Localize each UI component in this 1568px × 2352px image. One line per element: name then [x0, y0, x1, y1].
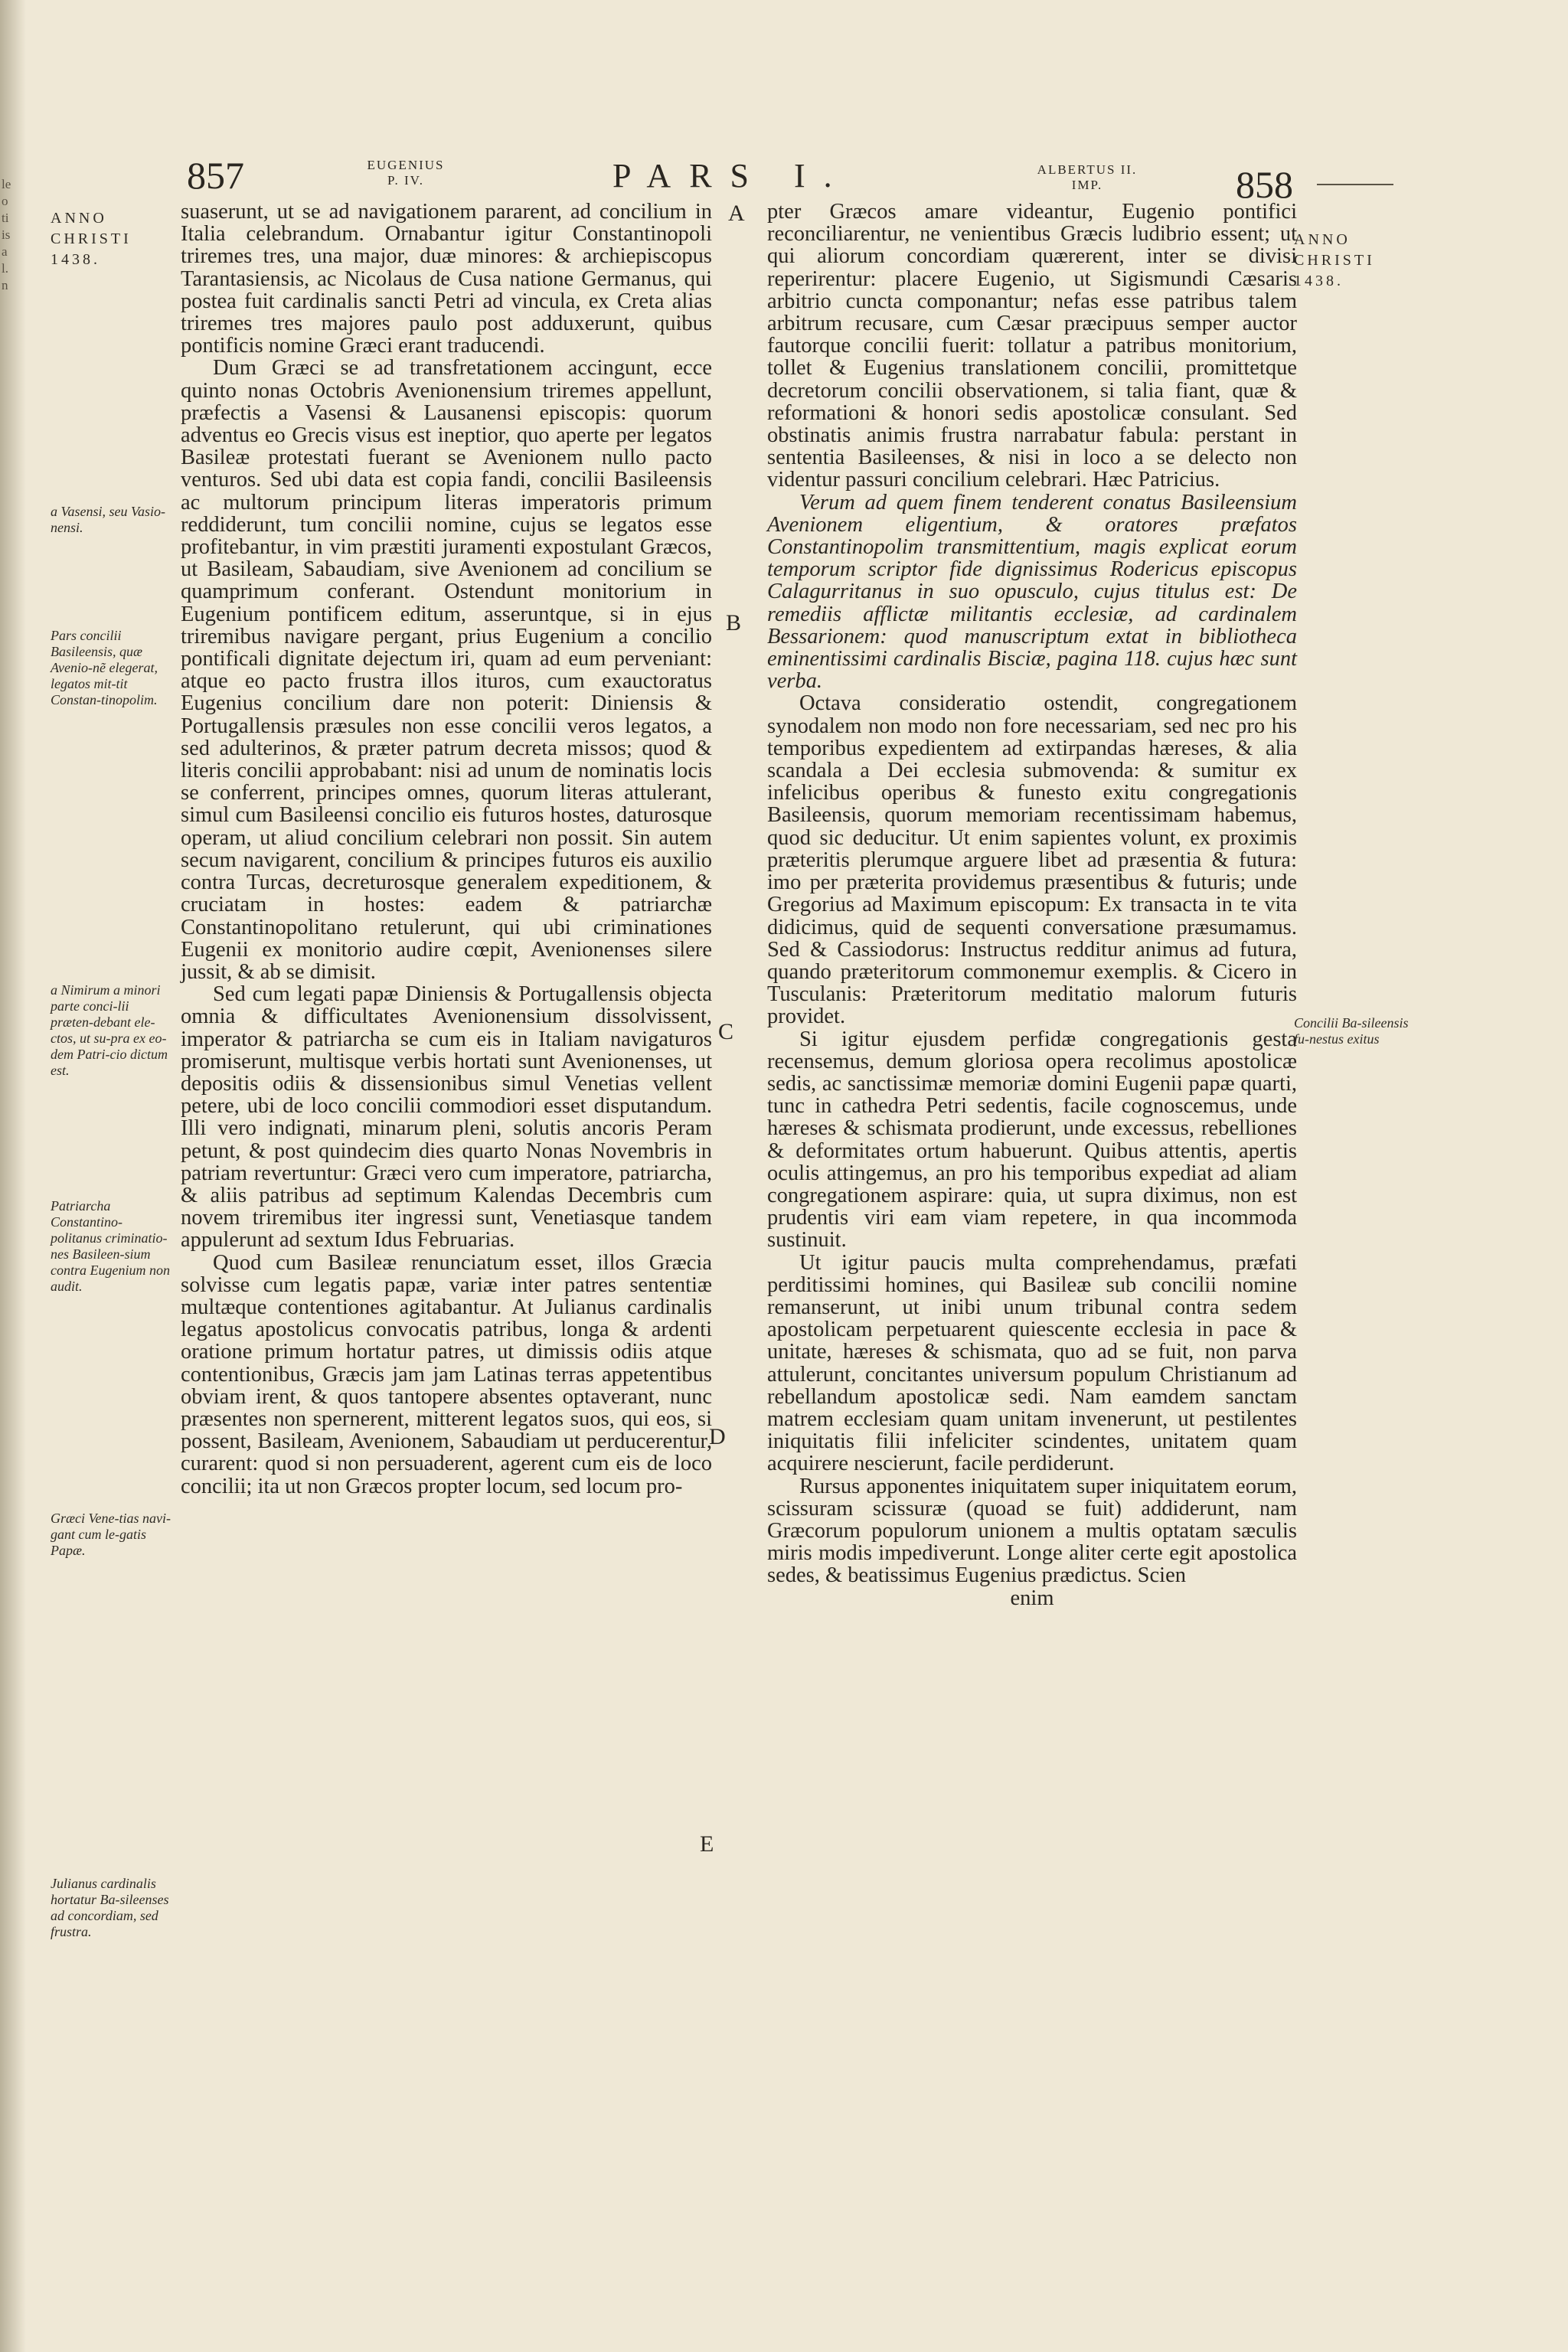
margin-note: Pars concilii Basileensis, quæ Avenio-nẽ elegerat, legatos mit-tit Constan-tinopolim. [51, 628, 158, 707]
margin-note: Patriarcha Constantino-politanus criminatio-nes Basileen-sium contra Eugenium non audit. [51, 1198, 170, 1294]
margin-note: Julianus cardinalis hortatur Ba-sileenses ad concordiam, sed frustra. [51, 1876, 169, 1939]
paragraph: Ut igitur paucis multa comprehendamus, præfati perditissimi homines, qui Basileæ sub concilii nomine remanserunt, ut inibi unum tribunal contra sedem apostolicam perpetuarent quiescente ecclesia in pace & unitate, hæreses & schismata, quo ad se fuit, non parva attulerunt, concitantes universum populum Christianum ad rebellandum apostolicæ sedi. Nam eamdem sanctam matrem ecclesiam quam unitam invenerunt, ut pestilentes iniquitatis filii infeliciter scindentes, unitatem quam acquirere nescierunt, facile perdiderunt. [767, 1250, 1297, 1476]
edge-mark: a [2, 244, 8, 259]
paragraph: Dum Græci se ad transfretationem accingunt, ecce quinto nonas Octobris Avenionensium triremes appellunt, præfectis a Vasensi & Lausanensi episcopis: quorum adventus eo Grecis visus est ineptior, quo aperte per legatos Basileæ protestati fuerant se Avenionem nullo pacto venturos. Sed ubi data est copia fandi, concilii Basileensis ac multorum principum literas imperatoris primum reddiderunt, tum concilii nomine, cujus se legatos esse profitebantur, in vim præstiti juramenti expostulant Græcos, ut Basileam, Sabaudiam, sive Avenionem ad concilium se quamprimum conferant. Ostendunt monitorium in Eugenium pontificem editum, asseruntque, si in ejus triremibus navigare pergant, prius Eugenium a concilio pontificali dignitate dejectum iri, quam ad eum perveniant: atque eo pacto frustra illos ituros, cum exauctoratus Eugenius concilium dare non poterit: Diniensis & Portugallensis præsules non esse concilii veros legatos, a sed adulterinos, & præter patrum decreta missos; quod & literis concilii approbabant: nisi ad unum de nominatis locis se conferrent, principes omnes, quorum literas attulerant, simul cum Basileensi concilio eis futuros hostes, daturosque operam, ut aliud concilium celebrari non possit. Sin autem secum navigarent, concilium & principes futuros eis auxilio contra Turcas, decreturosque generalem expeditionem, & cruciatam in hostes: eadem & patriarchæ Constantinopolitano retulerunt, qui ubi criminationes Eugenii ex monitorio audire cœpit, Avenionenses silere jussit, & ab se dimisit. [181, 356, 712, 984]
edge-mark: n [2, 278, 8, 292]
margin-note-year: ANNO CHRISTI 1438. [51, 210, 132, 268]
running-head-line: IMP. [1071, 178, 1103, 192]
header-rule [1317, 184, 1393, 185]
section-marker: C [718, 1019, 734, 1044]
binding-gutter [0, 0, 26, 2352]
section-marker: E [700, 1831, 714, 1857]
margin-note: Concilii Ba-sileensis fu-nestus exitus [1294, 1015, 1409, 1047]
running-head-line: ALBERTUS II. [1037, 162, 1138, 177]
margin-note: a Vasensi, seu Vasio-nensi. [51, 504, 165, 535]
page-header [0, 152, 1568, 205]
center-title: PARS I. [612, 157, 851, 194]
edge-mark: o [2, 194, 8, 208]
paragraph: suaserunt, ut se ad navigationem pararent, ad concilium in Italia celebrandum. Ornabantur igitur Constantinopoli triremes tres, una major, duæ minores: & archiepiscopus Tarantasiensis, ac Nicolaus de Cusa natione Germanus, qui postea fuit cardinalis sancti Petri ad vincula, ex Creta alias triremes tres majores paulo post adduxerunt, quibus pontificis nomine Græci erant traducendi. [181, 200, 712, 358]
paragraph: pter Græcos amare videantur, Eugenio pontifici reconciliarentur, ne venientibus Græcis ludibrio essent; ut qui aliorum concordiam quærerent, inter se divisi reperirentur: placere Eugenio, ut Sigismundi Cæsaris arbitrio cuncta componantur; nefas esse patribus talem arbitrum recusare, cum Cæsar præcipuus semper auctor fautorque concilii fuerit: tollatur a patribus monitorium, tollet & Eugenius translationem concilii, promittetque decretorum concilii observationem, si talia fiant, quæ & reformationi & honori sedis apostolicæ consulant. Sed obstinatis animis frustra narrabatur fabula: perstant in sententia Basileenses, & nisi in loco a se delecto non videntur passuri concilium celebrari. Hæc Patricius. [767, 200, 1297, 492]
paragraph: Octava consideratio ostendit, congregationem synodalem non modo non fore necessariam, sed nec pro his temporibus expedientem ad extirpandas hæreses, & alia scandala a Dei ecclesia submovenda: & sumitur ex infelicibus operibus & funesto exitu congregationis Basileensis, quorum memoriam recentissimam habemus, quod sic deducitur. Ut enim sapientes volunt, ex proximis præteritis plerumque arguere libet ad præsentia & futura: imo per præterita providemus præsentibus & futuris; unde Gregorius ad Maximum episcopum: Ex transacta in te vita didicimus, quid de sequenti conversatione præsumamus. Sed & Cassiodorus: Instructus redditur animus ad futura, quando præteritorum commonemur exemplis. & Cicero in Tusculanis: Præteritorum meditatio malorum futuris providet. [767, 691, 1297, 1029]
edge-mark: ti [2, 211, 9, 225]
edge-mark: l. [2, 261, 8, 276]
right-running-head [1003, 162, 1171, 193]
running-head-line: P. IV. [387, 173, 425, 188]
section-marker: D [709, 1424, 726, 1449]
section-marker: B [726, 610, 742, 635]
paragraph: Si igitur ejusdem perfidæ congregationis gesta recensemus, demum gloriosa opera recolimus apostolicæ sedis, ac sanctissimæ memoriæ domini Eugenii papæ quarti, tunc in cathedra Petri sedentis, facile cognoscemus, unde hæreses & schismata prodierunt, unde excessus, rebelliones & deformitates ortum habuerunt. Quibus attentis, apertis oculis attingemus, an pro his temporibus expediat ad aliam congregationem aspirare: quia, ut supra diximus, non est prudentis viri eam viam repetere, in qua incommoda sustinuit. [767, 1027, 1297, 1253]
paragraph: Quod cum Basileæ renunciatum esset, illos Græcia solvisse cum legatis papæ, variæ inter patres sententiæ multæque contentiones agitabantur. At Julianus cardinalis legatus apostolicus convocatis patribus, longa & ardenti oratione primum hortatur patres, ut dimissis odiis atque contentionibus, Græcis jam jam Latinas terras appetentibus obviam irent, & quos tantopere absentes optaverant, nunc præsentes non spernerent, mitterent legatos suos, qui eos, si possent, Basileam, Avenionem, Sabaudiam ut perducerentur, curarent: quod si non persuaderent, agerent cum eis de loco concilii; ita ut non Græcos propter locum, sed locum pro- [181, 1250, 712, 1498]
running-head-line: EUGENIUS [367, 158, 445, 172]
left-page-number: 857 [187, 154, 244, 197]
catchword: enim [1010, 1586, 1054, 1610]
margin-note: a Nimirum a minori parte conci-lii præten-debant ele-ctos, ut su-pra ex eo-dem Patri-cio dictum est. [51, 982, 168, 1078]
right-page-number: 858 [1236, 163, 1293, 206]
edge-mark: is [2, 227, 11, 242]
margin-note-year: ANNO CHRISTI 1438. [1294, 231, 1375, 289]
margin-note: Græci Vene-tias navi-gant cum le-gatis Papæ. [51, 1511, 171, 1558]
edge-mark: le [2, 177, 11, 191]
paragraph: Sed cum legati papæ Diniensis & Portugallensis objecta omnia & difficultates Avenionensium dissolvissent, imperator & patriarcha se cum eis in Italiam navigaturos promiserunt, multisque verbis hortati sunt Avenionenses, ut depositis odiis & dissensionibus simul Venetias vellent petere, ubi de loco concilii commodiori esset disputandum. Illi vero indignati, minarum pleni, solutis ancoris Peram petunt, & post quindecim dies quarto Nonas Novembris in patriam revertuntur: Græci vero cum imperatore, patriarcha, & aliis patribus ad septimum Kalendas Decembris cum novem triremibus iter ingressi sunt, Venetiasque tandem appulerunt ad sextum Idus Februarias. [181, 982, 712, 1253]
paragraph-italic: Verum ad quem finem tenderent conatus Basileensium Avenionem eligentium, & oratores præfatos Constantinopolim transmittentium, magis explicat eorum temporum scriptor fide dignissimus Rodericus episcopus Calagurritanus in suo opusculo, cujus titulus est: De remediis afflictæ militantis ecclesiæ, ad cardinalem Bessarionem: quod manuscriptum extat in bibliotheca eminentissimi cardinalis Bisciæ, pagina 118. cujus hæc sunt verba. [767, 490, 1297, 694]
section-marker: A [728, 201, 745, 226]
left-text-column [181, 201, 712, 1498]
right-text-column [767, 201, 1297, 1609]
left-running-head [322, 158, 490, 188]
paragraph: Rursus apponentes iniquitatem super iniquitatem eorum, scissuram scissuræ (quoad se fuit) addiderunt, nam Græcorum populorum unionem a multis optatam sæculis miris modis impediverunt. Longe aliter certe egit apostolica sedes, & beatissimus Eugenius prædictus. Scien [767, 1474, 1297, 1588]
